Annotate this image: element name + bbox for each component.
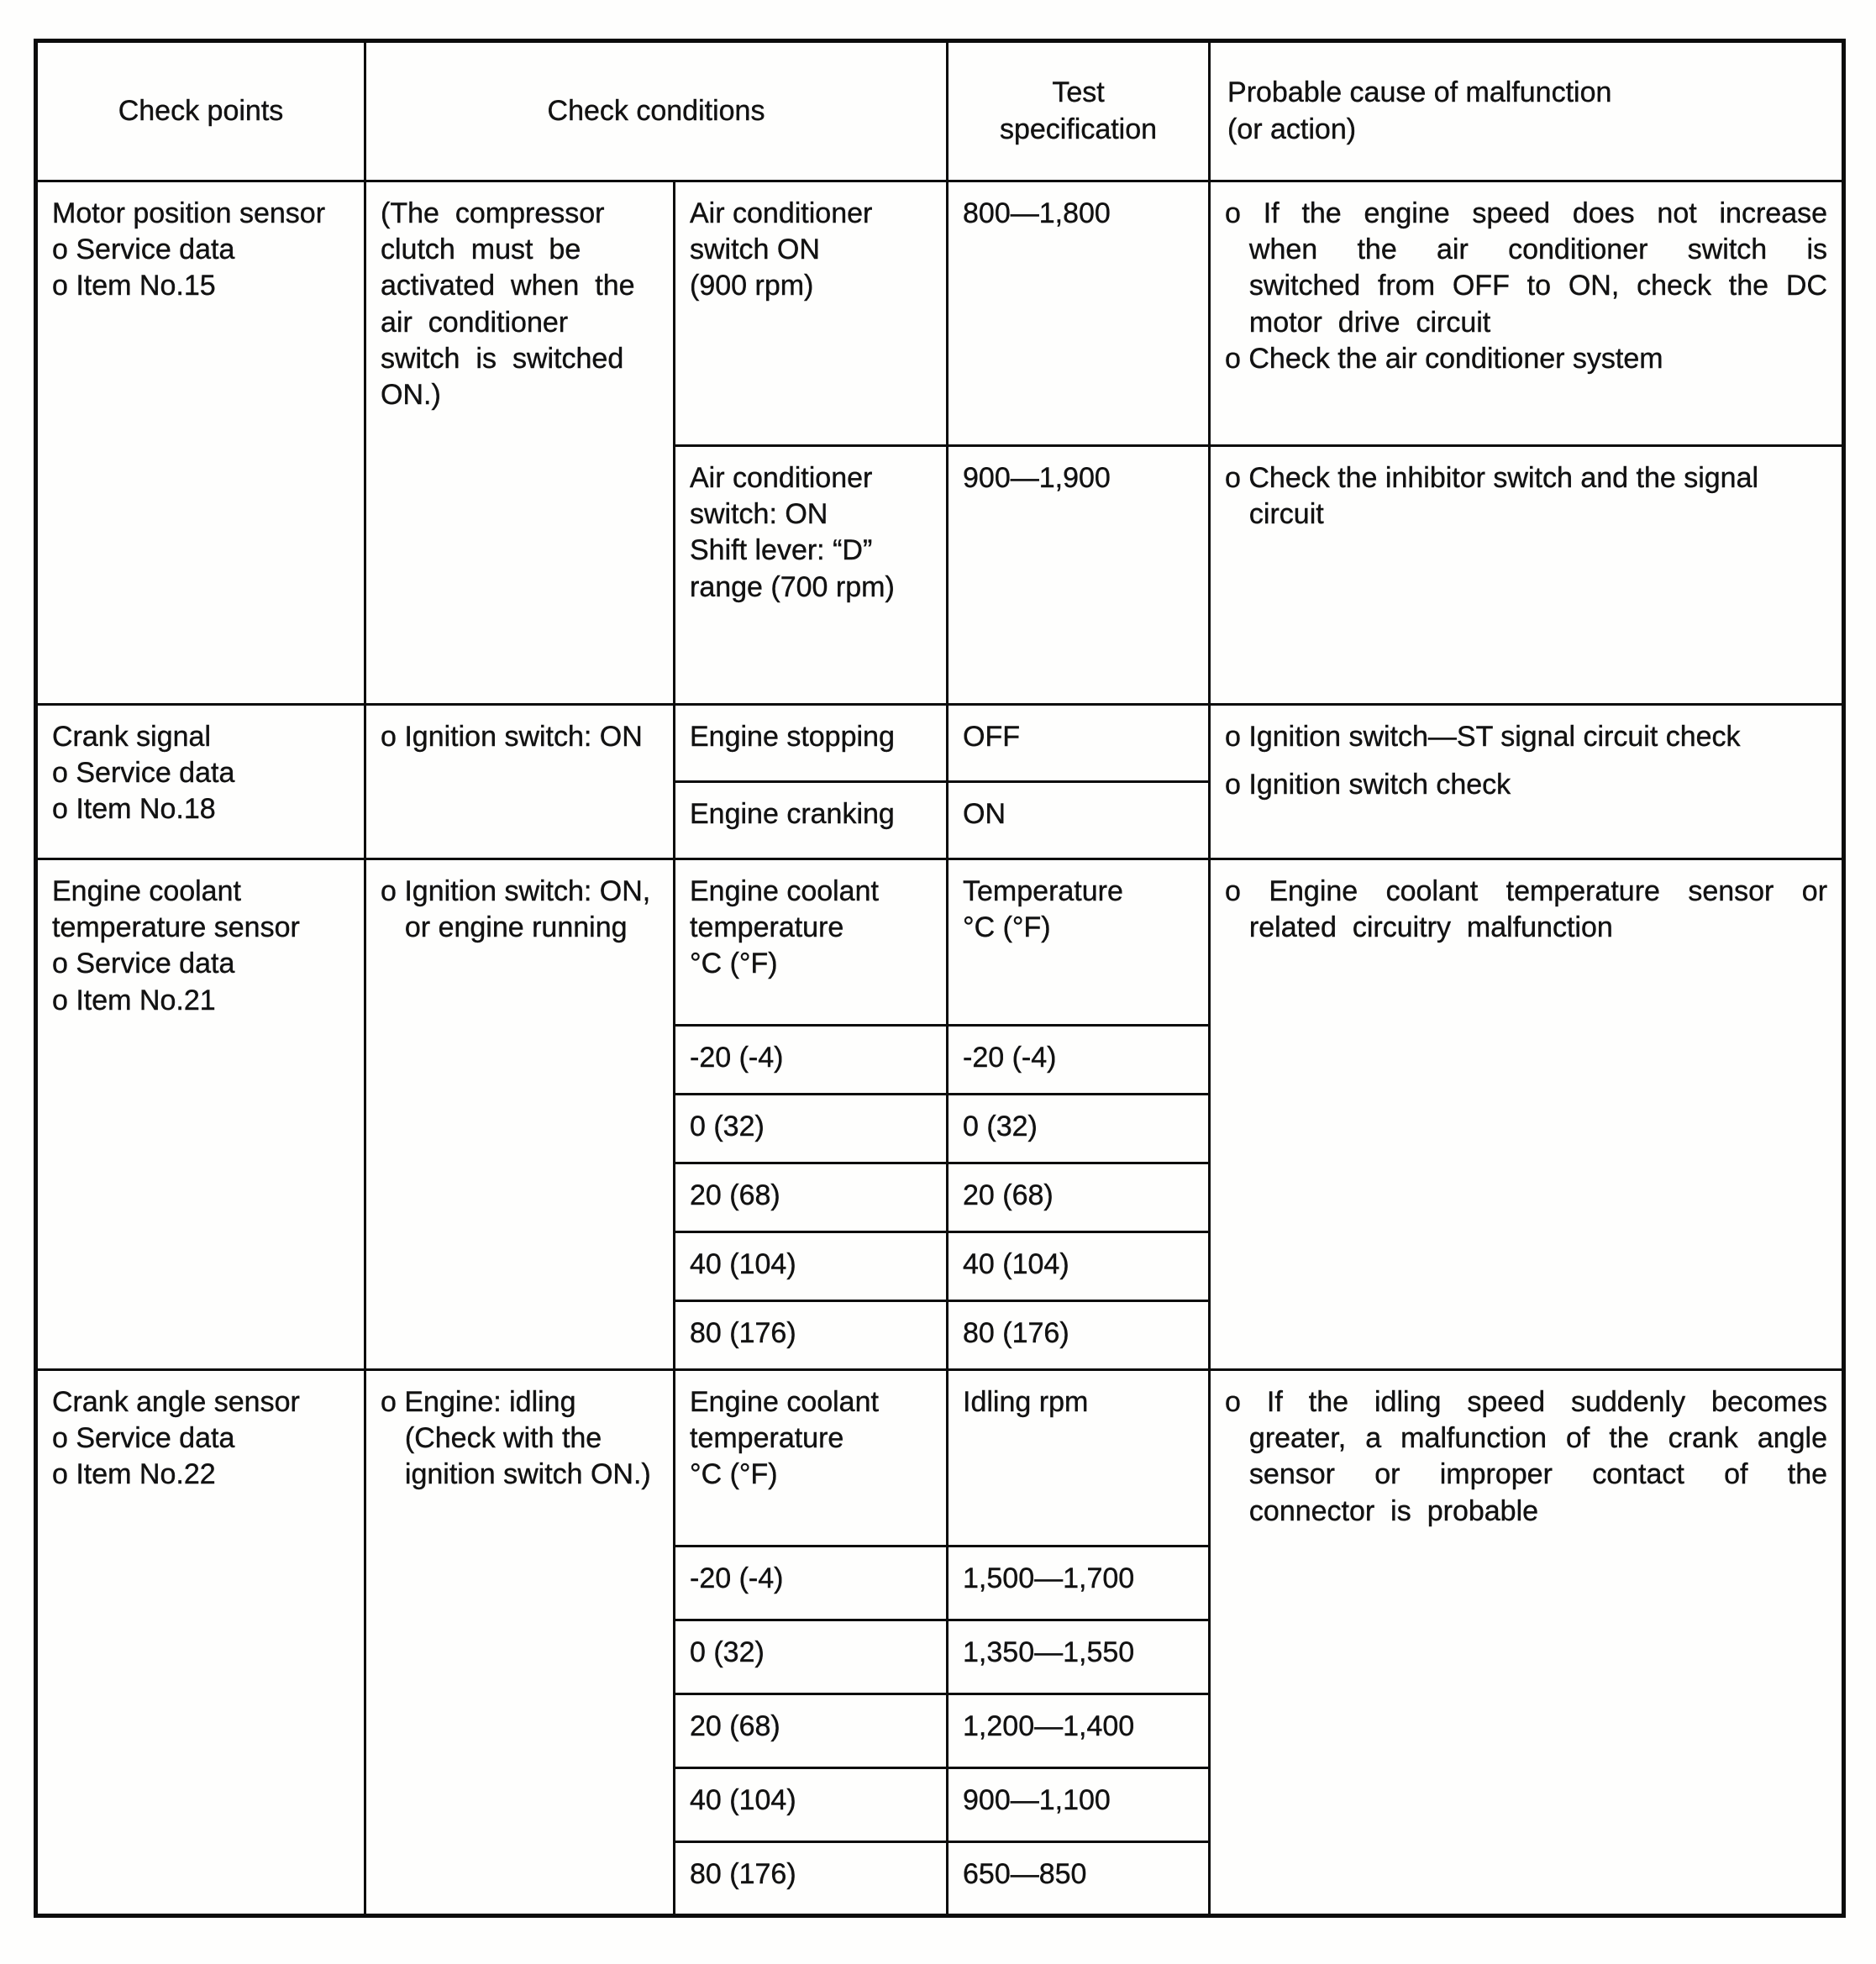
- coolant-check-point-service-data: o Service data: [52, 948, 235, 980]
- crank-signal-check-point-item-no: o Item No.18: [52, 793, 216, 826]
- coolant-col-header-spec-line2: °C (°F): [963, 911, 1051, 944]
- cell-crank-angle-temp-4: 40 (104): [675, 1768, 948, 1842]
- coolant-check-point-item-no: o Item No.21: [52, 984, 216, 1016]
- coolant-condition: o Ignition switch: ON, or engine running: [381, 875, 651, 944]
- motor-sub1-cause-2: o Check the air conditioner system: [1225, 342, 1663, 375]
- motor-sub1-condition-line2: (900 rpm): [690, 270, 814, 302]
- cell-crank-angle-spec-3: 1,200—1,400: [948, 1694, 1210, 1768]
- cell-crank-angle-check-point: [36, 1370, 365, 1916]
- header-test-specification-line2: specification: [999, 113, 1158, 145]
- motor-check-point-item-no: o Item No.15: [52, 270, 216, 302]
- cell-crank-signal-sub2-spec: ON: [948, 782, 1210, 859]
- cell-coolant-check-point: [36, 859, 365, 1370]
- cell-crank-angle-col-header-spec: [948, 1370, 1210, 1547]
- coolant-check-point-title: Engine coolant temperature sensor: [52, 875, 300, 944]
- header-probable-cause-line2: (or action): [1227, 113, 1357, 145]
- header-probable-cause-line1: Probable cause of malfunction: [1227, 76, 1612, 109]
- cell-motor-sub1-cause: [1210, 181, 1844, 446]
- cell-crank-signal-sub1-condition: Engine stopping: [675, 705, 948, 782]
- header-test-specification-line1: Test: [1052, 76, 1105, 109]
- coolant-cause-1: o Engine coolant temperature sensor or related circuitry malfunction: [1225, 875, 1828, 944]
- crank-angle-condition: o Engine: idling (Check with the ignition switch ON.): [381, 1386, 651, 1491]
- cell-crank-angle-spec-4: 900—1,100: [948, 1768, 1210, 1842]
- motor-sub1-cause-1: o If the engine speed does not increase when the air conditioner switch is switched from OFF to ON, check the DC motor drive circuit: [1225, 197, 1828, 339]
- cell-coolant-spec-4: 40 (104): [948, 1232, 1210, 1301]
- cell-crank-signal-check-point: [36, 705, 365, 859]
- header-test-specification: [948, 41, 1210, 181]
- header-check-points: Check points: [36, 41, 365, 181]
- cell-motor-check-point: [36, 181, 365, 705]
- cell-coolant-temp-5: 80 (176): [675, 1301, 948, 1370]
- cell-coolant-condition: [365, 859, 675, 1370]
- coolant-col-header-temp-line2: °C (°F): [690, 948, 778, 980]
- crank-angle-cause-1: o If the idling speed suddenly becomes greater, a malfunction of the crank angle sensor or improper contact of the connector is probable: [1225, 1386, 1828, 1527]
- cell-crank-angle-spec-5: 650—850: [948, 1842, 1210, 1916]
- cell-crank-angle-temp-1: -20 (-4): [675, 1547, 948, 1620]
- diagnostic-table: [34, 39, 1846, 1918]
- cell-crank-angle-col-header-temp: [675, 1370, 948, 1547]
- cell-coolant-col-header-temp: [675, 859, 948, 1026]
- cell-coolant-spec-2: 0 (32): [948, 1095, 1210, 1163]
- cell-coolant-col-header-spec: [948, 859, 1210, 1026]
- motor-sub2-condition-line1: Air conditioner switch: ON: [690, 462, 873, 531]
- motor-sub2-condition-line2: Shift lever: “D” range (700 rpm): [690, 534, 895, 603]
- row-motor-sub1: [36, 181, 1844, 446]
- crank-angle-col-header-temp-line1: Engine coolant temperature: [690, 1386, 879, 1455]
- crank-angle-check-point-service-data: o Service data: [52, 1422, 235, 1455]
- row-crank-signal-sub1: [36, 705, 1844, 782]
- cell-motor-sub2-spec: 900—1,900: [948, 446, 1210, 705]
- cell-coolant-spec-1: -20 (-4): [948, 1026, 1210, 1095]
- crank-angle-check-point-item-no: o Item No.22: [52, 1458, 216, 1491]
- cell-motor-condition: (The compressor clutch must be activated when the air conditioner switch is switched ON.): [365, 181, 675, 705]
- cell-coolant-temp-3: 20 (68): [675, 1163, 948, 1232]
- coolant-col-header-temp-line1: Engine coolant temperature: [690, 875, 879, 944]
- motor-check-point-service-data: o Service data: [52, 234, 235, 266]
- cell-crank-signal-sub2-condition: Engine cranking: [675, 782, 948, 859]
- cell-crank-angle-cause: [1210, 1370, 1844, 1916]
- header-probable-cause: [1210, 41, 1844, 181]
- crank-signal-cause-1: o Ignition switch—ST signal circuit check: [1225, 721, 1741, 753]
- crank-angle-col-header-spec-line1: Idling rpm: [963, 1386, 1089, 1418]
- cell-motor-sub1-condition: [675, 181, 948, 446]
- cell-coolant-temp-2: 0 (32): [675, 1095, 948, 1163]
- cell-coolant-temp-4: 40 (104): [675, 1232, 948, 1301]
- motor-sub2-cause-1: o Check the inhibitor switch and the signal circuit: [1225, 462, 1759, 531]
- header-row: [36, 41, 1844, 181]
- cell-crank-signal-cause: [1210, 705, 1844, 859]
- crank-signal-cause-2: o Ignition switch check: [1225, 769, 1511, 801]
- crank-signal-check-point-title: Crank signal: [52, 721, 211, 753]
- cell-crank-angle-spec-2: 1,350—1,550: [948, 1620, 1210, 1694]
- cell-coolant-cause: [1210, 859, 1844, 1370]
- cell-crank-signal-condition: [365, 705, 675, 859]
- motor-sub1-condition-line1: Air conditioner switch ON: [690, 197, 873, 266]
- motor-check-point-title: Motor position sensor: [52, 197, 326, 229]
- cell-crank-angle-spec-1: 1,500—1,700: [948, 1547, 1210, 1620]
- cell-crank-angle-temp-5: 80 (176): [675, 1842, 948, 1916]
- crank-angle-col-header-temp-line2: °C (°F): [690, 1458, 778, 1491]
- coolant-col-header-spec-line1: Temperature: [963, 875, 1123, 907]
- row-coolant-header: [36, 859, 1844, 1026]
- header-check-conditions: Check conditions: [365, 41, 948, 181]
- cell-coolant-spec-3: 20 (68): [948, 1163, 1210, 1232]
- cell-crank-angle-condition: [365, 1370, 675, 1916]
- cell-motor-sub2-condition: [675, 446, 948, 705]
- cell-crank-signal-sub1-spec: OFF: [948, 705, 1210, 782]
- crank-signal-condition: o Ignition switch: ON: [381, 721, 643, 753]
- row-crank-angle-header: [36, 1370, 1844, 1547]
- cell-motor-sub2-cause: [1210, 446, 1844, 705]
- crank-signal-check-point-service-data: o Service data: [52, 757, 235, 790]
- cell-motor-sub1-spec: 800—1,800: [948, 181, 1210, 446]
- cell-coolant-temp-1: -20 (-4): [675, 1026, 948, 1095]
- crank-angle-check-point-title: Crank angle sensor: [52, 1386, 300, 1418]
- cell-crank-angle-temp-3: 20 (68): [675, 1694, 948, 1768]
- cell-crank-angle-temp-2: 0 (32): [675, 1620, 948, 1694]
- cell-coolant-spec-5: 80 (176): [948, 1301, 1210, 1370]
